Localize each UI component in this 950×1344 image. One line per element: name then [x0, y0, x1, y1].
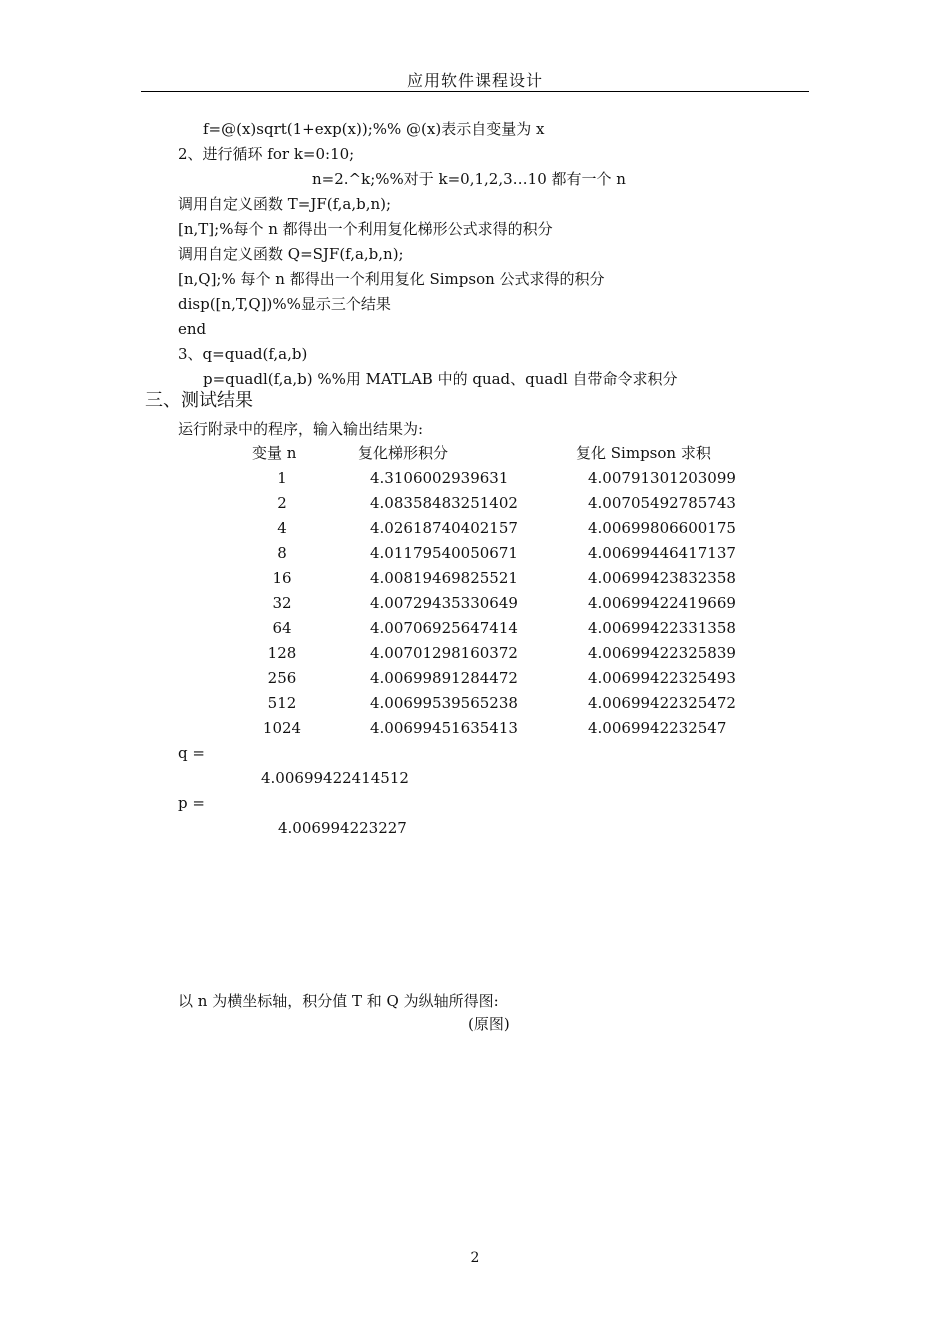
table-cell-trapezoid: 4.01179540050671	[370, 544, 518, 562]
table-cell-trapezoid: 4.00729435330649	[370, 594, 518, 612]
table-cell-simpson: 4.00699422325472	[588, 694, 736, 712]
table-cell-simpson: 4.00699446417137	[588, 544, 736, 562]
table-cell-trapezoid: 4.08358483251402	[370, 494, 518, 512]
table-cell-simpson: 4.0069942232547	[588, 719, 727, 737]
table-cell-simpson: 4.00699422325493	[588, 669, 736, 687]
table-header-n: 变量 n	[252, 444, 297, 462]
code-line-11: p=quadl(f,a,b) %%用 MATLAB 中的 quad、quadl 自带命令求积分	[203, 370, 678, 388]
p-value: 4.006994223227	[278, 819, 407, 837]
code-line-1: f=@(x)sqrt(1+exp(x));%% @(x)表示自变量为 x	[203, 120, 545, 138]
results-intro: 运行附录中的程序，输入输出结果为:	[178, 420, 424, 438]
table-cell-trapezoid: 4.00699539565238	[370, 694, 518, 712]
table-cell-trapezoid: 4.00819469825521	[370, 569, 518, 587]
code-line-2: 2、进行循环 for k=0:10;	[178, 145, 355, 163]
table-header-simpson: 复化 Simpson 求积	[576, 444, 711, 462]
table-cell-trapezoid: 4.00701298160372	[370, 644, 518, 662]
table-cell-simpson: 4.00791301203099	[588, 469, 736, 487]
table-cell-simpson: 4.00699806600175	[588, 519, 736, 537]
q-label: q =	[178, 744, 205, 762]
table-cell-n: 8	[277, 544, 287, 562]
p-label: p =	[178, 794, 205, 812]
figure-note: (原图)	[468, 1015, 510, 1033]
code-line-9: end	[178, 320, 207, 338]
table-cell-trapezoid: 4.02618740402157	[370, 519, 518, 537]
code-line-5: [n,T];%每个 n 都得出一个利用复化梯形公式求得的积分	[178, 220, 553, 238]
header-divider	[141, 91, 809, 92]
table-cell-simpson: 4.00699422331358	[588, 619, 736, 637]
section-title: 三、测试结果	[145, 390, 253, 411]
table-cell-simpson: 4.00699422419669	[588, 594, 736, 612]
table-cell-n: 2	[277, 494, 287, 512]
table-cell-trapezoid: 4.00699451635413	[370, 719, 518, 737]
table-cell-simpson: 4.00705492785743	[588, 494, 736, 512]
table-cell-n: 4	[277, 519, 287, 537]
table-header-trapezoid: 复化梯形积分	[358, 444, 449, 462]
table-cell-trapezoid: 4.00699891284472	[370, 669, 518, 687]
table-cell-n: 256	[267, 669, 297, 687]
code-line-8: disp([n,T,Q])%%显示三个结果	[178, 295, 391, 313]
page-header-title: 应用软件课程设计	[406, 71, 543, 90]
table-cell-simpson: 4.00699423832358	[588, 569, 736, 587]
code-line-6: 调用自定义函数 Q=SJF(f,a,b,n);	[178, 245, 404, 263]
table-cell-n: 128	[267, 644, 297, 662]
table-cell-trapezoid: 4.00706925647414	[370, 619, 518, 637]
table-cell-simpson: 4.00699422325839	[588, 644, 736, 662]
table-cell-n: 16	[272, 569, 292, 587]
table-cell-n: 64	[272, 619, 292, 637]
table-cell-n: 32	[272, 594, 292, 612]
code-line-7: [n,Q];% 每个 n 都得出一个利用复化 Simpson 公式求得的积分	[178, 270, 605, 288]
code-line-4: 调用自定义函数 T=JF(f,a,b,n);	[178, 195, 392, 213]
page-number: 2	[470, 1250, 480, 1266]
table-cell-n: 1	[277, 469, 287, 487]
code-line-3: n=2.^k;%%对于 k=0,1,2,3…10 都有一个 n	[312, 170, 626, 188]
figure-caption: 以 n 为横坐标轴，积分值 T 和 Q 为纵轴所得图:	[178, 992, 499, 1010]
table-cell-trapezoid: 4.3106002939631	[370, 469, 509, 487]
code-line-10: 3、q=quad(f,a,b)	[178, 345, 308, 363]
q-value: 4.00699422414512	[261, 769, 409, 787]
table-cell-n: 512	[267, 694, 297, 712]
table-cell-n: 1024	[262, 719, 302, 737]
